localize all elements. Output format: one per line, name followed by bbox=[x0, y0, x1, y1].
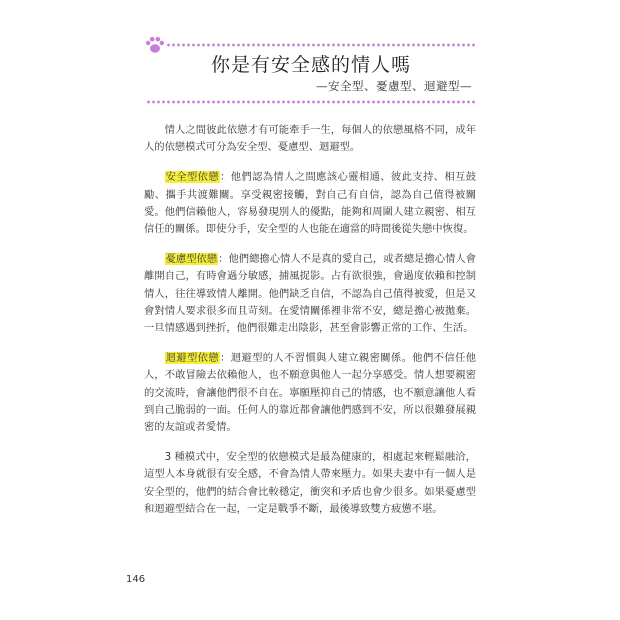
paragraph-intro bbox=[144, 122, 476, 156]
highlight-term: 憂慮型依戀 bbox=[165, 253, 218, 266]
highlight-term: 安全型依戀 bbox=[165, 171, 220, 184]
paragraph-anxious bbox=[144, 251, 476, 337]
article-body bbox=[144, 122, 476, 531]
page-number: 146 bbox=[126, 574, 146, 585]
dotted-divider-bottom bbox=[146, 100, 476, 104]
paragraph-text: 3 種模式中，安全型的依戀模式是最為健康的，相處起來輕鬆融洽，這型人本身就很有安全感，不會為情人帶來壓力。如果夫妻中有一個人是安全型的，他們的結合會比較穩定，衝突和矛盾也會少很多。如果憂慮型和迴避型結合在一起，一定是戰爭不斷，最後導致雙方疲憊不堪。 bbox=[144, 451, 476, 515]
paragraph-text: ：他們認為情人之間應該心靈相通、彼此支持、相互鼓勵、攜手共渡難關。享受親密接觸，對自己有自信，認為自己值得被關愛。他們信賴他人，容易發現別人的優點，能夠和周圍人建立親密、相互信任的關係。即使分手，安全型的人也能在適當的時間後從失戀中恢復。 bbox=[144, 171, 477, 236]
paragraph-conclusion bbox=[144, 449, 476, 518]
paragraph-text: 情人之間彼此依戀才有可能牽手一生，每個人的依戀風格不同，成年人的依戀模式可分為安全型、憂慮型、迴避型。 bbox=[144, 124, 476, 154]
highlight-term: 迴避型依戀 bbox=[165, 352, 220, 365]
page-subtitle: —安全型、憂慮型、迴避型— bbox=[316, 79, 472, 93]
paragraph-secure bbox=[144, 169, 476, 238]
paragraph-avoidant bbox=[144, 350, 476, 436]
paragraph-text: ：迴避型的人不習慣與人建立親密關係。他們不信任他人，不敢冒險去依賴他人，也不願意與他人一起分享感受。情人想要親密的交流時，會讓他們很不自在。寧願壓抑自己的情感，也不願意讓他人看到自己脆弱的一面。任何人的靠近都會讓他們感到不安，所以很難發展親密的友誼或者愛情。 bbox=[144, 352, 477, 434]
dotted-divider-top bbox=[166, 43, 476, 47]
page-title: 你是有安全感的情人嗎 bbox=[210, 54, 411, 76]
paragraph-text: ：他們總擔心情人不是真的愛自己，或者總是擔心情人會離開自己，有時會過分敏感，捕風捉影。占有欲很強，會過度依賴和控制情人，往往導致情人離開。他們缺乏自信，不認為自己值得被愛，但是又會對情人要求很多而且苛刻。在愛情關係裡非常不安，總是擔心被拋棄。一旦情感遇到挫折，他們很難走出陰影，甚至會影響正常的工作、生活。 bbox=[144, 253, 477, 335]
